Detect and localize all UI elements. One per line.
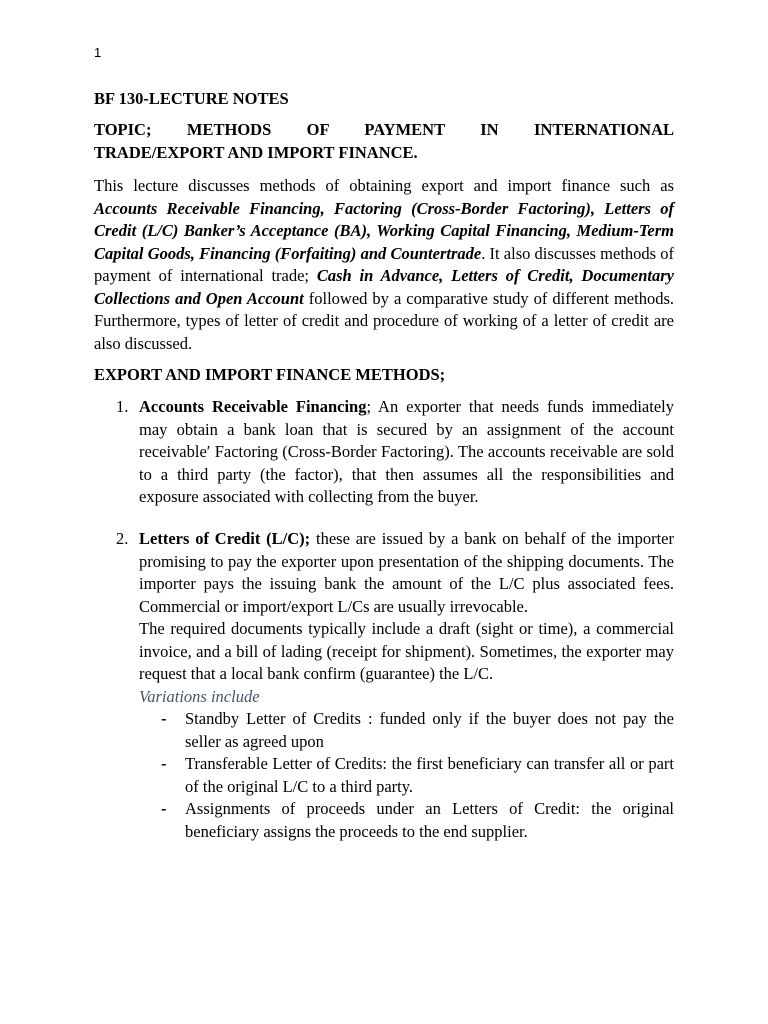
topic-line-1: TOPIC; METHODS OF PAYMENT IN INTERNATIONAL [94, 120, 674, 139]
list-item-body [139, 396, 674, 509]
bullet-dash: - [161, 799, 167, 818]
intro-paragraph [94, 175, 674, 355]
section-heading: EXPORT AND IMPORT FINANCE METHODS; [94, 365, 446, 384]
page-number: 1 [94, 45, 102, 60]
list-item-title-suffix: (L/C); [260, 529, 311, 548]
bullet-dash: - [161, 754, 167, 773]
list-item-title: Accounts Receivable Financing [139, 397, 367, 416]
list-item-text: ; An exporter that needs funds immediately may obtain a bank loan that is secured by an assignment of the account receivable′ Factoring (Cross-Border Factoring). The accounts receivable are sold to a third party (the factor), that then assumes all the responsibilities and exposure associated with collecting from the buyer. [139, 397, 674, 506]
list-item-body [139, 528, 674, 843]
variations-list [139, 708, 674, 843]
variations-label: Variations include [139, 686, 260, 706]
list-item-text: these are issued by a bank on behalf of the importer promising to pay the exporter upon presentation of the shipping documents. The importer pays the issuing bank the amount of the L/C plus associated fees. Commercial or import/export L/Cs are usually irrevocable. [139, 529, 674, 616]
variation-item [139, 708, 674, 753]
bullet-dash: - [161, 709, 167, 728]
list-item-paragraph-1 [139, 528, 674, 618]
variation-text: Assignments of proceeds under an Letters of Credit: the original beneficiary assigns the proceeds to the end supplier. [185, 799, 674, 841]
intro-finance-methods: Accounts Receivable Financing, Factoring (Cross-Border Factoring), Letters of Credit (L/C) Banker’s Acceptance (BA), Working Capital Financing, Medium-Term Capital Goods, Financing (Forfaiting) and Countertrade [94, 198, 674, 263]
topic-line-2: TRADE/EXPORT AND IMPORT FINANCE. [94, 142, 418, 162]
list-item-number: 1. [116, 397, 129, 416]
list-item-accounts-receivable [116, 396, 674, 509]
intro-payment-methods: Cash in Advance, Letters of Credit, Documentary Collections and Open Account [94, 266, 674, 308]
course-title: BF 130-LECTURE NOTES [94, 89, 289, 108]
list-item-paragraph-2: The required documents typically include a draft (sight or time), a commercial invoice, and a bill of lading (receipt for shipment). Sometimes, the exporter may request that a local bank confirm (guarantee) the L/C. [139, 619, 674, 683]
list-item-number: 2. [116, 529, 129, 548]
topic-heading [94, 119, 674, 164]
list-item-letters-of-credit [116, 528, 674, 843]
variation-item [139, 798, 674, 843]
variation-item [139, 753, 674, 798]
variation-text: Transferable Letter of Credits: the first beneficiary can transfer all or part of the original L/C to a third party. [185, 754, 674, 796]
variation-text: Standby Letter of Credits : funded only if the buyer does not pay the seller as agreed upon [185, 709, 674, 751]
intro-text-3: followed by a comparative study of different methods. Furthermore, types of letter of credit and procedure of working of a letter of credit are also discussed. [94, 288, 674, 353]
intro-text-1: This lecture discusses methods of obtaining export and import finance such as [94, 176, 674, 195]
intro-text-2: . It also discusses methods of payment of international trade; [94, 243, 675, 285]
list-item-title: Letters of Credit [139, 529, 261, 548]
